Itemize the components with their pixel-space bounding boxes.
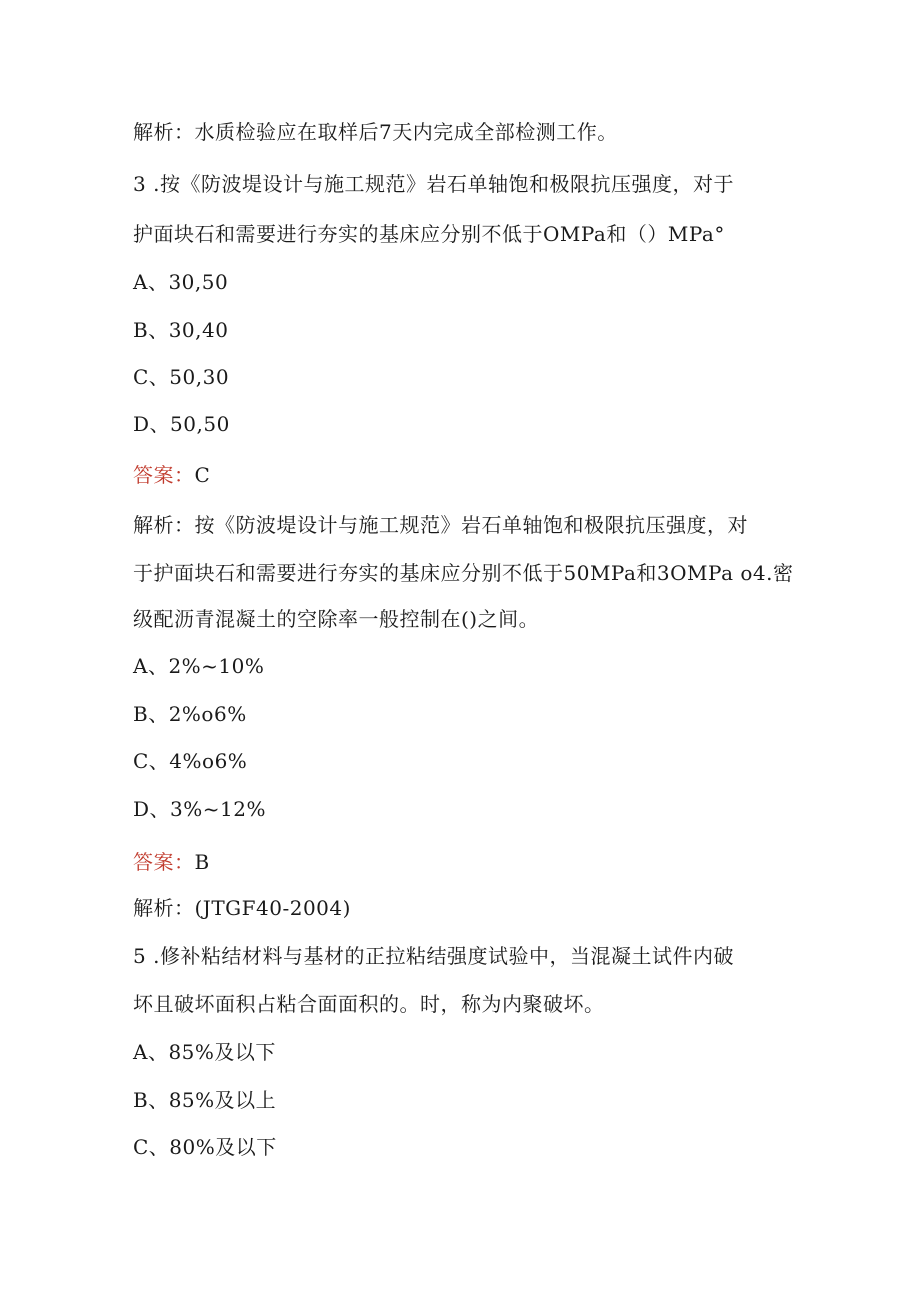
question-4-option-a: A、2%~10%: [133, 654, 265, 678]
question-5-option-a: A、85%及以下: [133, 1040, 276, 1064]
question-3-option-a: A、30,50: [133, 270, 229, 294]
question-5-option-c: C、80%及以下: [133, 1135, 277, 1159]
question-3-option-d: D、50,50: [133, 412, 230, 436]
question-4-explanation: 解析：(JTGF40-2004): [133, 896, 351, 920]
question-3-answer: [133, 461, 210, 489]
answer-value: C: [194, 463, 211, 487]
answer-label: 答案：: [133, 850, 195, 874]
explanation-water-quality: 解析：水质检验应在取样后7天内完成全部检测工作。: [133, 120, 618, 144]
question-4-answer: [133, 848, 210, 876]
question-4-line-1: 级配沥青混凝土的空除率一般控制在()之间。: [133, 607, 540, 631]
question-3-line-2: 护面块石和需要进行夯实的基床应分别不低于OMPa和（）MPa°: [133, 222, 725, 246]
question-4-option-c: C、4%o6%: [133, 749, 248, 773]
question-4-option-b: B、2%o6%: [133, 702, 247, 726]
question-3-option-c: C、50,30: [133, 365, 230, 389]
answer-value: B: [194, 850, 210, 874]
answer-label: 答案：: [133, 463, 195, 487]
question-5-option-b: B、85%及以上: [133, 1088, 277, 1112]
question-5-line-2: 坏且破坏面积占粘合面面积的。时，称为内聚破坏。: [133, 992, 605, 1016]
question-5-line-1: 5 .修补粘结材料与基材的正拉粘结强度试验中，当混凝土试件内破: [133, 944, 734, 968]
question-3-line-1: 3 .按《防波堤设计与施工规范》岩石单轴饱和极限抗压强度，对于: [133, 172, 734, 196]
question-4-option-d: D、3%~12%: [133, 797, 266, 821]
question-3-option-b: B、30,40: [133, 318, 229, 342]
question-3-explanation-line-1: 解析：按《防波堤设计与施工规范》岩石单轴饱和极限抗压强度，对: [133, 513, 748, 537]
question-3-explanation-line-2: 于护面块石和需要进行夯实的基床应分别不低于50MPa和3OMPa o4.密: [133, 561, 794, 585]
